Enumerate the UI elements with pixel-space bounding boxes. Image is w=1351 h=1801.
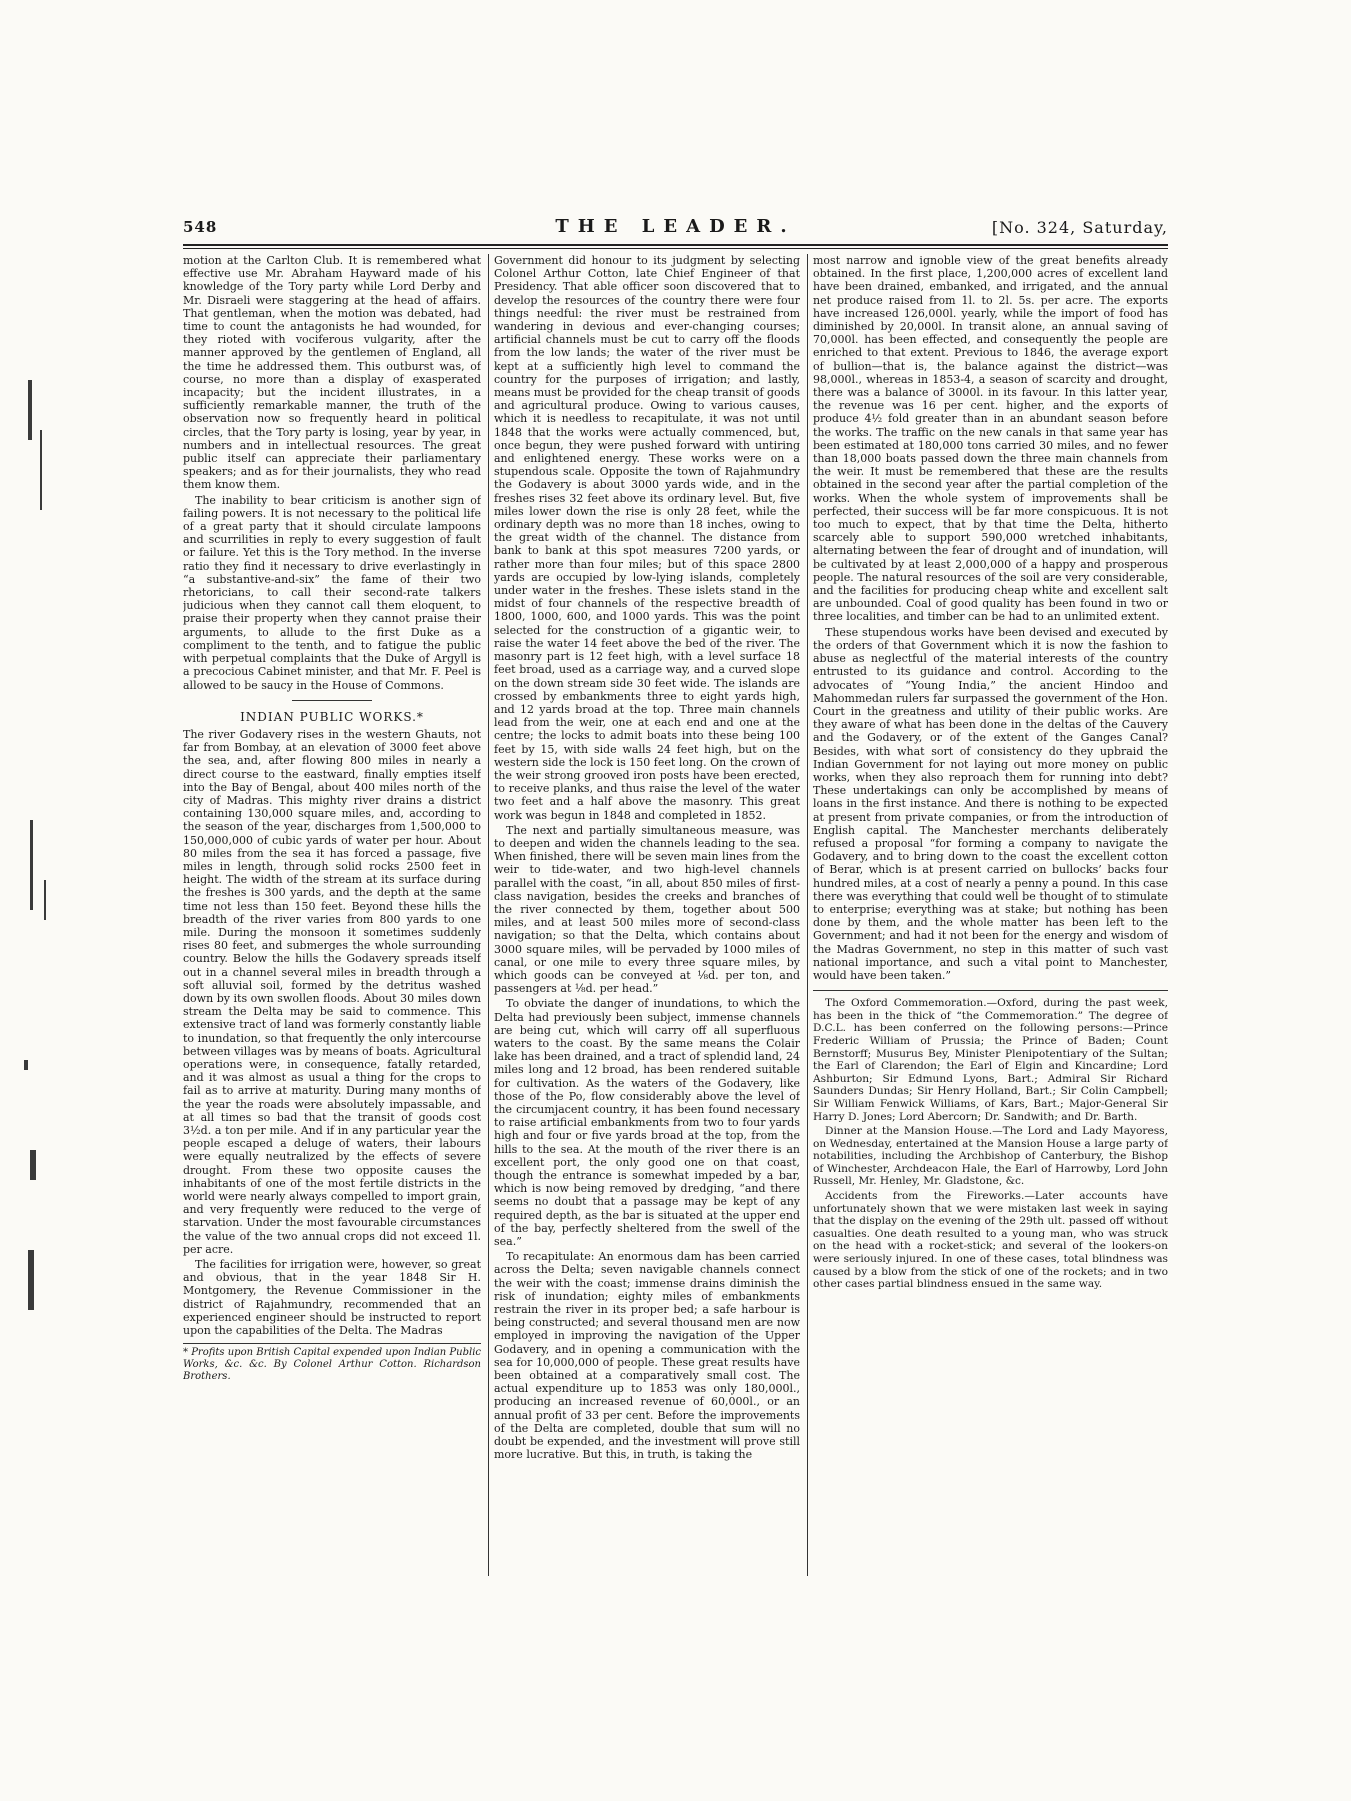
paragraph: motion at the Carlton Club. It is remembered what effective use Mr. Abraham Hayward made of his knowledge of the Tory party while Lord Derby and Mr. Disraeli were staggering at the head of affairs. That gentleman, when the motion was debated, had time to count the antagonists he had wounded, for they rioted with vociferous vulgarity, after the manner approved by the gentlemen of England, all the time he addressed them. This outburst was, of course, no more than a display of exasperated incapacity; but the incident illustrates, in a sufficiently remarkable manner, the truth of the observation now so frequently heard in political circles, that the Tory party is losing, year by year, in numbers and in intellectual resources. The great public itself can appreciate their parliamentary speakers; and as for their journalists, they who read them know them.	[183, 254, 481, 492]
paragraph: The next and partially simultaneous measure, was to deepen and widen the channels leading to the sea. When finished, there will be seven main lines from the weir to tide-water, and two high-level channels parallel with the coast, “in all, about 850 miles of first-class navigation, besides the creeks and branches of the river connected by them, together about 500 miles, and at least 500 miles more of second-class navigation; so that the Delta, which contains about 3000 square miles, will be pervaded by 1000 miles of canal, or one mile to every three square miles, by which goods can be conveyed at ⅛d. per ton, and passengers at ⅛d. per head.”	[494, 823, 800, 996]
column-2	[494, 254, 800, 1584]
section-divider	[813, 990, 1168, 991]
newspaper-page	[183, 218, 1168, 1583]
paragraph: The river Godavery rises in the western Ghauts, not far from Bombay, at an elevation of 3000 feet above the sea, and, after flowing 800 miles in nearly a direct course to the eastward, finally empties itself into the Bay of Bengal, about 400 miles north of the city of Madras. This mighty river drains a district containing 130,000 square miles, and, according to the season of the year, discharges from 1,500,000 to 150,000,000 of cubic yards of water per hour. About 80 miles from the sea it has forced a passage, five miles in length, through solid rocks 2500 feet in height. The width of the stream at its surface during the freshes is 300 yards, and the depth at the same time not less than 150 feet. Beyond these hills the breadth of the river varies from 800 yards to one mile. During the monsoon it sometimes suddenly rises 80 feet, and submerges the whole surrounding country. Below the hills the Godavery spreads itself out in a channel several miles in breadth through a soft alluvial soil, formed by the detritus washed down by its own swollen floods. About 30 miles down stream the Delta may be said to commence. This extensive tract of land was formerly constantly liable to inundation, so that frequently the only intercourse between villages was by means of boats. Agricultural operations were, in consequence, fatally retarded, and it was almost as usual a thing for the crops to fail as to arrive at maturity. During many months of the year the roads were absolutely impassable, and at all times so bad that the transit of goods cost 3½d. a ton per mile. And if in any particular year the people escaped a deluge of waters, their labours were equally neutralized by the effects of severe drought. From these two opposite causes the inhabitants of one of the most fertile districts in the world were nearly always compelled to import grain, and very frequently were reduced to the verge of starvation. Under the most favourable circumstances the value of the two annual crops did not exceed 1l. per acre.	[183, 727, 481, 1256]
paragraph: The inability to bear criticism is another sign of failing powers. It is not necessary to the political life of a great party that it should circulate lampoons and scurrilities in reply to every suggestion of fault or failure. Yet this is the Tory method. In the inverse ratio they find it necessary to drive everlastingly in “a substantive-and-six” the fame of their two rhetoricians, to call their second-rate talkers judicious when they cannot call them eloquent, to praise their property when they cannot praise their arguments, to allude to the first Duke as a compliment to the tenth, and to fatigue the public with perpetual complaints that the Duke of Argyll is a precocious Cabinet minister, and that Mr. F. Peel is allowed to be saucy in the House of Commons.	[183, 493, 481, 692]
paragraph: most narrow and ignoble view of the great benefits already obtained. In the first place, 1,200,000 acres of excellent land have been drained, embanked, and irrigated, and the annual net produce raised from 1l. to 2l. 5s. per acre. The exports have increased 126,000l. yearly, while the import of food has diminished by 20,000l. In transit alone, an annual saving of 70,000l. has been effected, and consequently the people are enriched to that extent. Previous to 1846, the average export of bullion—that is, the balance against the district—was 98,000l., whereas in 1853-4, a season of scarcity and drought, there was a balance of 3000l. in its favour. In this latter year, the revenue was 16 per cent. higher, and the exports of produce 4½ fold greater than in an abundant season before the works. The traffic on the new canals in that same year has been estimated at 180,000 tons carried 30 miles, and no fewer than 18,000 boats passed down the three main channels from the weir. It must be remembered that these are the results obtained in the second year after the partial completion of the works. When the whole system of improvements shall be perfected, their success will be far more conspicuous. It is not too much to expect, that by that time the Delta, hitherto scarcely able to support 590,000 wretched inhabitants, alternating between the fear of drought and of inundation, will be cultivated by at least 2,000,000 of a happy and prosperous people. The natural resources of the soil are very considerable, and the facilities for producing cheap white and excellent salt are unbounded. Coal of good quality has been found in two or three localities, and timber can be had to an unlimited extent.	[813, 254, 1168, 624]
page-header	[183, 218, 1168, 244]
section-divider	[292, 700, 372, 701]
columns	[183, 254, 1168, 1584]
column-3	[813, 254, 1168, 1584]
news-item: The Oxford Commemoration.—Oxford, during the past week, has been in the thick of “the Commemoration.” The degree of D.C.L. has been conferred on the following persons:—Prince Frederic William of Prussia; the Prince of Baden; Count Bernstorff; Musurus Bey, Minister Plenipotentiary of the Sultan; the Earl of Clarendon; the Earl of Elgin and Kincardine; Lord Ashburton; Sir Edmund Lyons, Bart.; Admiral Sir Richard Saunders Dundas; Sir Henry Holland, Bart.; Sir Colin Campbell; Sir William Fenwick Williams, of Kars, Bart.; Major-General Sir Harry D. Jones; Lord Abercorn; Dr. Sandwith; and Dr. Barth.	[813, 997, 1168, 1123]
footnote: * Profits upon British Capital expended upon Indian Public Works, &c. &c. By Colonel Arthur Cotton. Richardson Brothers.	[183, 1343, 481, 1383]
column-rule	[807, 254, 808, 1576]
paragraph: To obviate the danger of inundations, to which the Delta had previously been subject, immense channels are being cut, which will carry off all superfluous waters to the coast. By the same means the Colair lake has been drained, and a tract of splendid land, 24 miles long and 12 broad, has been rendered suitable for cultivation. As the waters of the Godavery, like those of the Po, flow considerably above the level of the circumjacent country, it has been found necessary to raise artificial embankments from two to four yards high and four or five yards broad at the top, from the hills to the sea. At the mouth of the river there is an excellent port, the only good one on that coast, though the entrance is somewhat impeded by a bar, which is now being removed by dredging, “and there seems no doubt that a passage may be kept of any required depth, as the bar is situated at the upper end of the bay, perfectly sheltered from the swell of the sea.”	[494, 997, 800, 1249]
binding-edge	[0, 0, 70, 1801]
header-rule-thin	[183, 248, 1168, 249]
paragraph: The facilities for irrigation were, however, so great and obvious, that in the year 1848 Sir H. Montgomery, the Revenue Commissioner in the district of Rajahmundry, recommended that an experienced engineer should be instructed to report upon the capabilities of the Delta. The Madras	[183, 1258, 481, 1338]
paragraph: These stupendous works have been devised and executed by the orders of that Government which it is now the fashion to abuse as neglectful of the material interests of the country entrusted to its guidance and control. According to the advocates of “Young India,” the ancient Hindoo and Mahommedan rulers far surpassed the government of the Hon. Court in the greatness and utility of their public works. Are they aware of what has been done in the deltas of the Cauvery and the Godavery, or of the extent of the Ganges Canal? Besides, with what sort of consistency do they upbraid the Indian Government for not laying out more money on public works, when they also reproach them for running into debt? These undertakings can only be accomplished by means of loans in the first instance. And there is nothing to be expected at present from private companies, or from the introduction of English capital. The Manchester merchants deliberately refused a proposal “for forming a company to navigate the Godavery, and to bring down to the coast the excellent cotton of Berar, which is at present carried on bullocks’ backs four hundred miles, at a cost of nearly a penny a pound. In this case there was everything that could well be thought of to stimulate to enterprise; everything was at stake; but nothing has been done by them, and the whole matter has been left to the Government; and had it not been for the energy and wisdom of the Madras Government, no step in this matter of such vast national importance, and such a vital point to Manchester, would have been taken.”	[813, 625, 1168, 982]
masthead: THE LEADER.	[555, 216, 796, 237]
paragraph: Government did honour to its judgment by selecting Colonel Arthur Cotton, late Chief Engineer of that Presidency. That able officer soon discovered that to develop the resources of the country there were four things needful: the river must be restrained from wandering in devious and ever-changing courses; artificial channels must be cut to carry off the floods from the low lands; the water of the river must be kept at a sufficiently high level to command the country for the purposes of irrigation; and lastly, means must be provided for the cheap transit of goods and agricultural produce. Owing to various causes, which it is needless to recapitulate, it was not until 1848 that the works were actually commenced, but, once begun, they were pushed forward with untiring and enlightened energy. These works were on a stupendous scale. Opposite the town of Rajahmundry the Godavery is about 3000 yards wide, and in the freshes rises 32 feet above its ordinary level. But, five miles lower down the rise is only 28 feet, while the ordinary depth was no more than 18 inches, owing to the great width of the channel. The distance from bank to bank at this spot measures 7200 yards, or rather more than four miles; but of this space 2800 yards are occupied by low-lying islands, completely under water in the freshes. These islets stand in the midst of four channels of the respective breadth of 1800, 1000, 600, and 1000 yards. This was the point selected for the construction of a gigantic weir, to raise the water 14 feet above the bed of the river. The masonry part is 12 feet high, with a level surface 18 feet broad, used as a carriage way, and a curved slope on the down stream side 30 feet wide. The islands are crossed by embankments three to eight yards high, and 12 yards broad at the top. Three main channels lead from the weir, one at each end and one at the centre; the locks to admit boats into these being 100 feet by 15, with side walls 24 feet high, but on the western side the lock is 150 feet long. On the crown of the weir strong grooved iron posts have been erected, to receive planks, and thus raise the level of the water two feet and a half above the masonry. This great work was begun in 1848 and completed in 1852.	[494, 254, 800, 822]
news-item: Accidents from the Fireworks.—Later accounts have unfortunately shown that we were mistaken last week in saying that the display on the evening of the 29th ult. passed off without casualties. One death resulted to a young man, who was struck on the head with a rocket-stick; and several of the lookers-on were seriously injured. In one of these cases, total blindness was caused by a blow from the stick of one of the rockets; and in two other cases partial blindness ensued in the same way.	[813, 1190, 1168, 1291]
article-heading: INDIAN PUBLIC WORKS.*	[240, 709, 424, 724]
issue-line: [No. 324, Saturday,	[991, 218, 1168, 237]
header-rule	[183, 244, 1168, 246]
paragraph: To recapitulate: An enormous dam has been carried across the Delta; seven navigable channels connect the weir with the coast; immense drains diminish the risk of inundation; eighty miles of embankments restrain the river in its proper bed; a safe harbour is being constructed; and several thousand men are now employed in improving the navigation of the Upper Godavery, and in opening a communication with the sea for 10,000,000 of people. These great results have been obtained at a comparatively small cost. The actual expenditure up to 1853 was only 180,000l., producing an increased revenue of 60,000l., or an annual profit of 33 per cent. Before the improvements of the Delta are completed, double that sum will no doubt be expended, and the investment will prove still more lucrative. But this, in truth, is taking the	[494, 1250, 800, 1462]
column-rule	[488, 254, 489, 1576]
page-number: 548	[183, 218, 218, 236]
column-1	[183, 254, 481, 1584]
news-item: Dinner at the Mansion House.—The Lord and Lady Mayoress, on Wednesday, entertained at the Mansion House a large party of notabilities, including the Archbishop of Canterbury, the Bishop of Winchester, Archdeacon Hale, the Earl of Harrowby, Lord John Russell, Mr. Henley, Mr. Gladstone, &c.	[813, 1125, 1168, 1188]
news-notes	[813, 997, 1168, 1291]
